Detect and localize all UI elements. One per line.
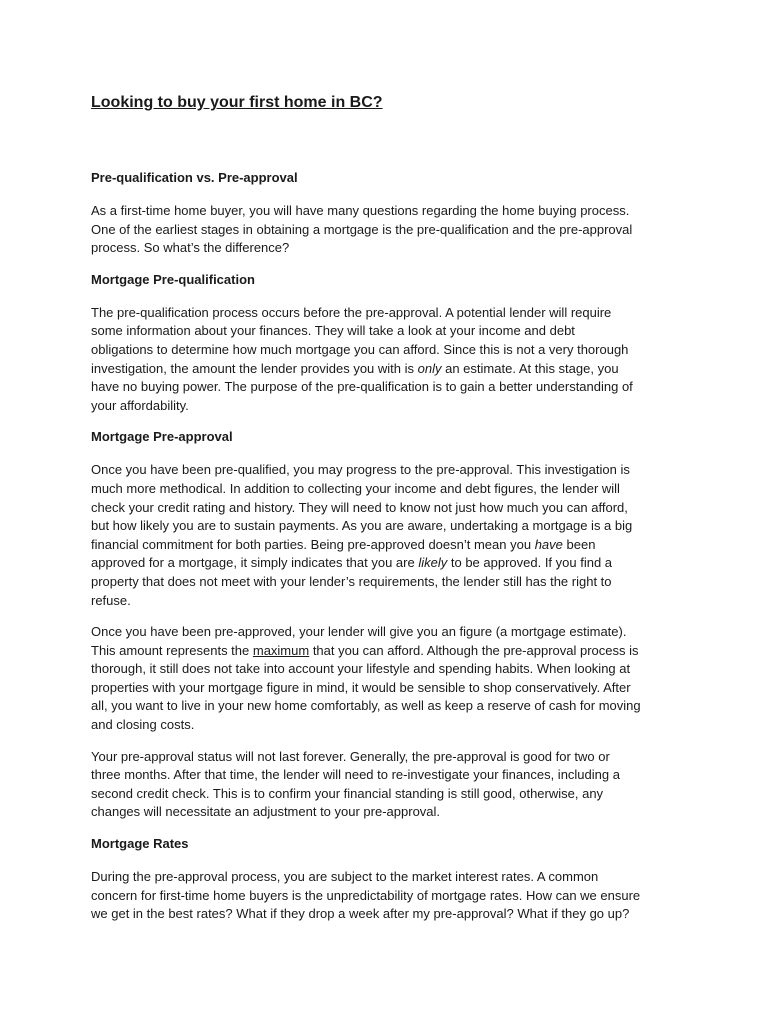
emphasis-have: have — [534, 536, 563, 552]
text-line: much more methodical. In addition to collecting your income and debt figures, the lender will — [91, 480, 620, 496]
paragraph-preapproval-2 — [91, 623, 681, 735]
section-heading-prequalification: Mortgage Pre-qualification — [91, 271, 255, 287]
text-line: three months. After that time, the lender will need to re-investigate your finances, including a — [91, 767, 620, 783]
text-line: thorough, it still does not take into account your lifestyle and spending habits. When looking at — [91, 661, 631, 677]
text-segment: to be approved. If you find a — [447, 555, 613, 571]
text-segment: This amount represents the — [91, 642, 253, 658]
paragraph-intro — [91, 202, 681, 258]
text-line: but how likely you are to sustain payments. As you are aware, undertaking a mortgage is a big — [91, 518, 633, 534]
text-line: concern for first-time home buyers is the unpredictability of mortgage rates. How can we ensure — [91, 887, 641, 903]
document-page — [91, 92, 681, 937]
text-line: all, you want to live in your new home comfortably, as well as keep a reserve of cash for moving — [91, 698, 641, 714]
text-line: your affordability. — [91, 397, 189, 413]
text-segment: approved for a mortgage, it simply indicates that you are — [91, 555, 419, 571]
text-line: Your pre-approval status will not last forever. Generally, the pre-approval is good for two or — [91, 748, 610, 764]
text-line: One of the earliest stages in obtaining a mortgage is the pre-qualification and the pre-approval — [91, 221, 633, 237]
emphasis-only: only — [417, 360, 442, 376]
text-line: and closing costs. — [91, 717, 195, 733]
paragraph-prequalification — [91, 304, 681, 416]
underline-maximum: maximum — [252, 642, 310, 658]
text-line: Once you have been pre-approved, your lender will give you an figure (a mortgage estimate). — [91, 624, 627, 640]
text-line: second credit check. This is to confirm your financial standing is still good, otherwise, any — [91, 785, 604, 801]
text-segment: financial commitment for both parties. Being pre-approved doesn’t mean you — [91, 536, 535, 552]
document-title: Looking to buy your first home in BC? — [91, 94, 383, 111]
text-segment: investigation, the amount the lender provides you with is — [91, 360, 418, 376]
text-line — [91, 642, 681, 661]
text-line: refuse. — [91, 592, 131, 608]
text-segment: that you can afford. Although the pre-approval process is — [309, 642, 639, 658]
text-line: we get in the best rates? What if they drop a week after my pre-approval? What if they go up? — [91, 906, 630, 922]
paragraph-mortgage-rates — [91, 868, 681, 924]
text-line: check your credit rating and history. They will need to know not just how much you can afford, — [91, 499, 628, 515]
section-heading-prequal-vs-preapproval: Pre-qualification vs. Pre-approval — [91, 170, 298, 185]
text-line: Once you have been pre-qualified, you may progress to the pre-approval. This investigation is — [91, 462, 630, 478]
paragraph-preapproval-1 — [91, 461, 681, 610]
text-line: have no buying power. The purpose of the pre-qualification is to gain a better understanding of — [91, 379, 633, 395]
text-line: During the pre-approval process, you are subject to the market interest rates. A common — [91, 869, 599, 885]
section-heading-mortgage-rates: Mortgage Rates — [91, 836, 189, 852]
text-line: properties with your mortgage figure in mind, it would be sensible to shop conservatively. After — [91, 679, 631, 695]
text-segment: an estimate. At this stage, you — [441, 360, 619, 376]
text-line — [91, 536, 681, 555]
text-line: The pre-qualification process occurs before the pre-approval. A potential lender will require — [91, 304, 612, 320]
section-heading-preapproval: Mortgage Pre-approval — [91, 429, 233, 445]
text-line: process. So what’s the difference? — [91, 240, 290, 256]
text-segment: been — [562, 536, 596, 552]
text-line: As a first-time home buyer, you will have many questions regarding the home buying process. — [91, 203, 630, 218]
paragraph-preapproval-3 — [91, 748, 681, 822]
text-line: changes will necessitate an adjustment to your pre-approval. — [91, 804, 441, 820]
text-line: some information about your finances. They will take a look at your income and debt — [91, 323, 575, 339]
emphasis-likely: likely — [418, 555, 448, 571]
text-line — [91, 360, 681, 379]
text-line: property that does not meet with your lender’s requirements, the lender still has the right to — [91, 573, 612, 589]
text-line — [91, 554, 681, 573]
text-line: obligations to determine how much mortgage you can afford. Since this is not a very thorough — [91, 341, 629, 357]
